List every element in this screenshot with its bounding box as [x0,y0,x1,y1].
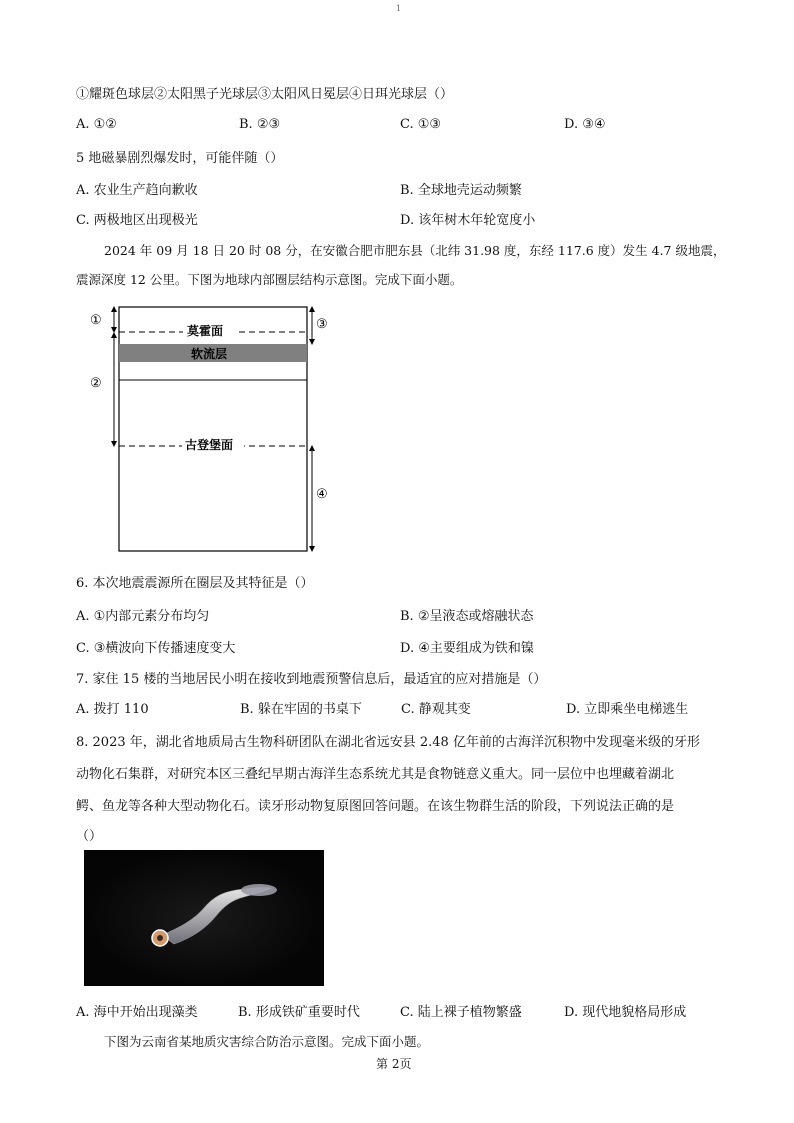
q4-stem: ①耀斑色球层②太阳黑子光球层③太阳风日冕层④日珥光球层（） [76,87,454,102]
q4-option-b[interactable]: B. ②③ [239,117,281,132]
q7-option-d[interactable]: D. 立即乘坐电梯逃生 [566,702,689,717]
q7-option-c[interactable]: C. 静观其变 [401,702,471,717]
label-four: ④ [316,487,328,502]
q6-option-b[interactable]: B. ②呈液态或熔融状态 [400,609,534,624]
gutenberg-label: 古登堡面 [185,438,234,452]
q8-option-a[interactable]: A. 海中开始出现藻类 [76,1005,198,1020]
quake-intro-line2: 震源深度 12 公里。下图为地球内部圈层结构示意图。完成下面小题。 [76,272,463,287]
q8-line1: 8. 2023 年，湖北省地质局古生物科研团队在湖北省远安县 2.48 亿年前的古海洋沉积物中发现毫米级的牙形 [76,735,700,750]
quake-intro-line1: 2024 年 09 月 18 日 20 时 08 分，在安徽合肥市肥东县（北纬 31.98 度，东经 117.6 度）发生 4.7 级地震， [104,243,726,258]
q6-option-a[interactable]: A. ①内部元素分布均匀 [76,609,210,624]
q6-stem: 6. 本次地震震源所在圈层及其特征是（） [76,576,314,591]
asthenosphere-label: 软流层 [191,347,228,361]
page-number: 第 2页 [376,1057,412,1071]
q4-option-d[interactable]: D. ③④ [564,117,606,132]
conodont-reconstruction-image [84,850,324,986]
q5-option-a[interactable]: A. 农业生产趋向歉收 [76,183,198,198]
q7-option-b[interactable]: B. 躲在牢固的书桌下 [240,702,362,717]
q5-option-b[interactable]: B. 全球地壳运动频繁 [400,183,522,198]
q5-option-c[interactable]: C. 两极地区出现极光 [76,213,198,228]
q8-line3: 鳄、鱼龙等各种大型动物化石。读牙形动物复原图回答问题。在该生物群生活的阶段，下列说法正确的是 [76,799,675,814]
earth-interior-diagram [90,303,340,558]
q8-line4: （） [76,829,103,844]
page-mark: 1 [396,4,402,13]
q7-option-a[interactable]: A. 拨打 110 [76,702,149,717]
next-section-intro: 下图为云南省某地质灾害综合防治示意图。完成下面小题。 [104,1034,430,1049]
q8-option-d[interactable]: D. 现代地貌格局形成 [564,1005,687,1020]
label-two: ② [90,376,102,391]
earth-box [119,307,307,551]
q6-option-d[interactable]: D. ④主要组成为铁和镍 [400,641,534,656]
q4-option-a[interactable]: A. ①② [76,117,117,132]
q4-option-c[interactable]: C. ①③ [400,117,442,132]
conodont-tail [241,884,277,896]
label-one: ① [90,313,102,328]
q6-option-c[interactable]: C. ③横波向下传播速度变大 [76,641,236,656]
label-three: ③ [316,317,328,332]
q5-stem: 5 地磁暴剧烈爆发时，可能伴随（） [76,151,284,166]
q7-stem: 7. 家住 15 楼的当地居民小明在接收到地震预警信息后，最适宜的应对措施是（） [76,672,547,687]
moho-label: 莫霍面 [187,324,224,338]
q8-option-c[interactable]: C. 陆上裸子植物繁盛 [400,1005,522,1020]
q8-option-b[interactable]: B. 形成铁矿重要时代 [238,1005,360,1020]
q5-option-d[interactable]: D. 该年树木年轮宽度小 [400,213,536,228]
q8-line2: 动物化石集群，对研究本区三叠纪早期古海洋生态系统尤其是食物链意义重大。同一层位中也埋藏着湖北 [76,767,675,782]
